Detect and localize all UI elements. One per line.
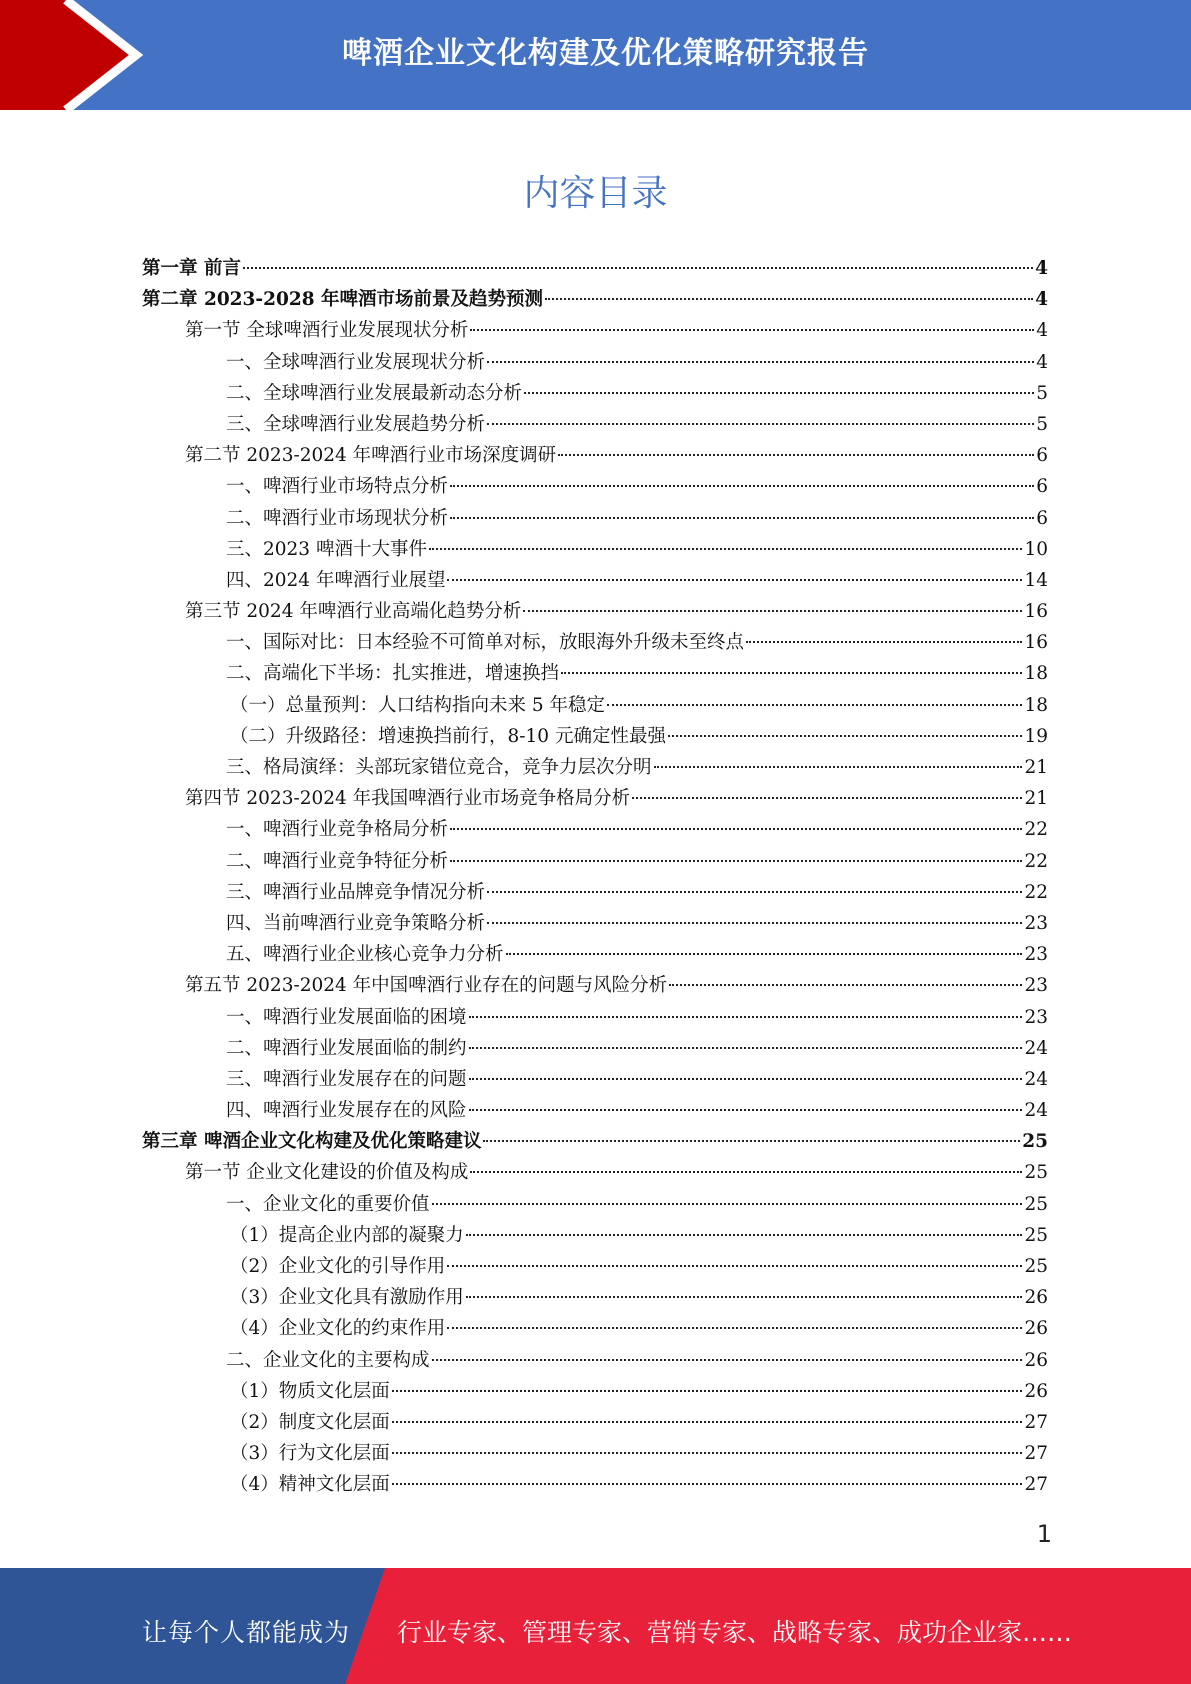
toc-entry[interactable] — [142, 1189, 1048, 1220]
toc-dot-leader — [466, 1234, 1023, 1236]
toc-entry[interactable] — [142, 1157, 1048, 1188]
toc-entry[interactable] — [142, 1033, 1048, 1064]
toc-entry-title: （4）企业文化的约束作用 — [230, 1318, 446, 1340]
toc-entry-page: 6 — [1036, 507, 1048, 529]
toc-entry-title: 一、企业文化的重要价值 — [226, 1193, 430, 1215]
toc-entry-page: 25 — [1024, 1224, 1048, 1246]
toc-dot-leader — [545, 298, 1033, 300]
toc-entry-title: （2）企业文化的引导作用 — [230, 1256, 446, 1277]
toc-entry-page: 25 — [1024, 1256, 1048, 1277]
header-title: 啤酒企业文化构建及优化策略研究报告 — [342, 36, 869, 71]
toc-entry-page: 4 — [1035, 289, 1048, 311]
toc-entry-title: 一、啤酒行业竞争格局分析 — [226, 819, 449, 841]
page-number: 1 — [1036, 1520, 1052, 1548]
toc-entry-page: 26 — [1024, 1287, 1048, 1309]
toc-entry[interactable] — [142, 596, 1048, 627]
toc-entry-page: 25 — [1024, 1162, 1048, 1184]
toc-entry-title: 第一章 前言 — [142, 258, 241, 279]
toc-dot-leader — [632, 797, 1022, 799]
toc-dot-leader — [450, 828, 1022, 830]
toc-entry-page: 26 — [1024, 1318, 1048, 1340]
toc-entry[interactable] — [142, 565, 1048, 596]
toc-entry-page: 18 — [1024, 694, 1048, 716]
toc-dot-leader — [447, 579, 1022, 581]
toc-dot-leader — [669, 984, 1022, 986]
toc-entry[interactable] — [142, 939, 1048, 970]
toc-entry[interactable] — [142, 970, 1048, 1001]
toc-entry[interactable] — [142, 877, 1048, 908]
toc-entry-page: 23 — [1024, 1006, 1048, 1028]
toc-entry-title: 第三节 2024 年啤酒行业高端化趋势分析 — [185, 601, 522, 623]
toc-entry-title: 一、啤酒行业发展面临的困境 — [226, 1006, 467, 1028]
toc-entry-page: 16 — [1024, 601, 1048, 623]
toc-entry-page: 24 — [1024, 1100, 1048, 1122]
toc-entry[interactable] — [142, 1376, 1048, 1407]
footer-slogan-left: 让每个人都能成为 — [142, 1618, 351, 1647]
toc-entry-page: 5 — [1036, 413, 1048, 435]
toc-entry[interactable] — [142, 1126, 1048, 1157]
toc-dot-leader — [392, 1421, 1023, 1423]
toc-dot-leader — [654, 766, 1023, 768]
toc-title: 内容目录 — [523, 173, 668, 214]
toc-dot-leader — [524, 392, 1034, 394]
toc-entry-page: 22 — [1024, 881, 1048, 903]
toc-entry[interactable] — [142, 1002, 1048, 1033]
toc-entry[interactable] — [142, 378, 1048, 409]
toc-entry[interactable] — [142, 1313, 1048, 1344]
toc-entry-title: 二、全球啤酒行业发展最新动态分析 — [226, 382, 523, 404]
toc-entry-page: 23 — [1024, 944, 1048, 966]
toc-entry[interactable] — [142, 1251, 1048, 1282]
toc-entry-title: 二、啤酒行业市场现状分析 — [226, 507, 449, 529]
toc-entry-page: 21 — [1024, 788, 1048, 810]
toc-dot-leader — [487, 891, 1022, 893]
toc-dot-leader — [483, 1140, 1020, 1142]
toc-entry[interactable] — [142, 1095, 1048, 1126]
toc-entry[interactable] — [142, 315, 1048, 346]
toc-entry[interactable] — [142, 814, 1048, 845]
toc-entry-page: 25 — [1024, 1193, 1048, 1215]
toc-entry[interactable] — [142, 253, 1048, 284]
toc-entry[interactable] — [142, 409, 1048, 440]
footer-slogan-right: 行业专家、管理专家、营销专家、战略专家、成功企业家…… — [397, 1618, 1073, 1647]
toc-entry[interactable] — [142, 534, 1048, 565]
toc-entry-title: （4）精神文化层面 — [230, 1474, 390, 1496]
toc-dot-leader — [429, 548, 1022, 550]
toc-entry[interactable] — [142, 347, 1048, 378]
toc-entry-title: （1）物质文化层面 — [230, 1380, 390, 1402]
toc-dot-leader — [432, 1203, 1023, 1205]
toc-entry-page: 22 — [1024, 850, 1048, 872]
toc-entry[interactable] — [142, 440, 1048, 471]
footer-banner — [0, 1568, 1191, 1684]
toc-dot-leader — [450, 517, 1034, 519]
toc-entry-title: 第一节 全球啤酒行业发展现状分析 — [185, 320, 469, 342]
table-of-contents — [142, 253, 1048, 1501]
toc-dot-leader — [523, 610, 1022, 612]
toc-dot-leader — [470, 1171, 1022, 1173]
toc-entry-title: （2）制度文化层面 — [230, 1411, 390, 1433]
toc-entry[interactable] — [142, 1438, 1048, 1469]
toc-entry-page: 16 — [1024, 632, 1048, 654]
toc-entry[interactable] — [142, 690, 1048, 721]
toc-entry-title: 第四节 2023-2024 年我国啤酒行业市场竞争格局分析 — [185, 788, 631, 810]
toc-entry-page: 4 — [1036, 351, 1048, 373]
toc-entry[interactable] — [142, 658, 1048, 689]
toc-entry-title: 第一节 企业文化建设的价值及构成 — [185, 1162, 469, 1184]
toc-entry-title: 第三章 啤酒企业文化构建及优化策略建议 — [142, 1131, 482, 1153]
toc-entry-page: 24 — [1024, 1037, 1048, 1059]
toc-entry[interactable] — [142, 1407, 1048, 1438]
header-banner — [0, 0, 1191, 110]
toc-entry[interactable] — [142, 1064, 1048, 1095]
toc-entry-title: 三、2023 啤酒十大事件 — [226, 538, 427, 560]
toc-entry-title: 一、国际对比：日本经验不可简单对标，放眼海外升级未至终点 — [226, 632, 745, 654]
toc-entry-page: 23 — [1024, 975, 1048, 997]
toc-entry-title: 四、啤酒行业发展存在的风险 — [226, 1100, 467, 1122]
toc-entry[interactable] — [142, 721, 1048, 752]
toc-entry-title: 四、当前啤酒行业竞争策略分析 — [226, 912, 486, 934]
toc-entry-page: 18 — [1024, 663, 1048, 685]
toc-entry-page: 6 — [1036, 445, 1048, 467]
toc-entry-title: 三、啤酒行业品牌竞争情况分析 — [226, 881, 486, 903]
toc-dot-leader — [469, 1109, 1023, 1111]
toc-entry-title: 一、啤酒行业市场特点分析 — [226, 476, 449, 498]
toc-entry[interactable] — [142, 908, 1048, 939]
toc-entry[interactable] — [142, 846, 1048, 877]
toc-entry-title: 三、啤酒行业发展存在的问题 — [226, 1068, 467, 1090]
toc-entry-title: （3）行为文化层面 — [230, 1443, 390, 1465]
toc-entry-title: 五、啤酒行业企业核心竞争力分析 — [226, 944, 504, 966]
toc-entry[interactable] — [142, 1220, 1048, 1251]
toc-dot-leader — [243, 267, 1033, 269]
toc-entry-title: （1）提高企业内部的凝聚力 — [230, 1224, 464, 1246]
toc-dot-leader — [392, 1483, 1023, 1485]
toc-entry-page: 25 — [1022, 1131, 1048, 1153]
toc-dot-leader — [487, 922, 1022, 924]
toc-dot-leader — [561, 672, 1022, 674]
toc-dot-leader — [469, 1047, 1023, 1049]
toc-entry-page: 23 — [1024, 912, 1048, 934]
toc-entry-page: 4 — [1035, 258, 1048, 279]
toc-dot-leader — [607, 704, 1022, 706]
toc-entry-page: 22 — [1024, 819, 1048, 841]
toc-entry-title: 第五节 2023-2024 年中国啤酒行业存在的问题与风险分析 — [185, 975, 668, 997]
toc-dot-leader — [506, 953, 1023, 955]
toc-entry-title: 一、全球啤酒行业发展现状分析 — [226, 351, 486, 373]
toc-dot-leader — [487, 361, 1034, 363]
toc-dot-leader — [450, 485, 1034, 487]
toc-entry[interactable] — [142, 1469, 1048, 1500]
toc-entry-page: 6 — [1036, 476, 1048, 498]
toc-dot-leader — [746, 641, 1022, 643]
toc-entry[interactable] — [142, 752, 1048, 783]
toc-entry[interactable] — [142, 1282, 1048, 1313]
toc-entry-title: （3）企业文化具有激励作用 — [230, 1287, 464, 1309]
toc-entry-title: （二）升级路径：增速换挡前行，8-10 元确定性最强 — [230, 725, 666, 747]
toc-entry-title: 第二章 2023-2028 年啤酒市场前景及趋势预测 — [142, 289, 544, 311]
toc-entry-page: 19 — [1024, 725, 1048, 747]
toc-entry-page: 27 — [1024, 1443, 1048, 1465]
toc-dot-leader — [432, 1359, 1023, 1361]
toc-entry-title: 三、格局演绎：头部玩家错位竞合，竞争力层次分明 — [226, 757, 652, 778]
toc-entry-page: 10 — [1024, 538, 1048, 560]
toc-entry-page: 4 — [1036, 320, 1048, 342]
toc-entry-page: 24 — [1024, 1068, 1048, 1090]
toc-entry[interactable] — [142, 783, 1048, 814]
toc-entry[interactable] — [142, 627, 1048, 658]
toc-entry-page: 5 — [1036, 382, 1048, 404]
toc-entry-page: 26 — [1024, 1349, 1048, 1371]
toc-entry-page: 14 — [1024, 569, 1048, 591]
toc-dot-leader — [558, 454, 1034, 456]
toc-entry-title: 四、2024 年啤酒行业展望 — [226, 569, 446, 591]
toc-entry-title: （一）总量预判：人口结构指向未来 5 年稳定 — [230, 694, 606, 716]
toc-entry-title: 二、啤酒行业竞争特征分析 — [226, 850, 449, 872]
toc-dot-leader — [392, 1452, 1023, 1454]
toc-entry-title: 第二节 2023-2024 年啤酒行业市场深度调研 — [185, 445, 557, 467]
toc-dot-leader — [470, 329, 1034, 331]
toc-dot-leader — [487, 423, 1034, 425]
toc-entry-page: 26 — [1024, 1380, 1048, 1402]
toc-entry-title: 二、啤酒行业发展面临的制约 — [226, 1037, 467, 1059]
toc-dot-leader — [668, 735, 1023, 737]
toc-entry[interactable] — [142, 284, 1048, 315]
toc-dot-leader — [450, 860, 1022, 862]
toc-entry-title: 三、全球啤酒行业发展趋势分析 — [226, 413, 486, 435]
toc-entry[interactable] — [142, 1345, 1048, 1376]
toc-dot-leader — [469, 1016, 1023, 1018]
toc-entry[interactable] — [142, 471, 1048, 502]
toc-dot-leader — [392, 1390, 1023, 1392]
toc-entry-page: 21 — [1024, 757, 1048, 778]
toc-dot-leader — [447, 1327, 1022, 1329]
toc-entry-page: 27 — [1024, 1411, 1048, 1433]
toc-entry-page: 27 — [1024, 1474, 1048, 1496]
toc-dot-leader — [466, 1296, 1023, 1298]
toc-dot-leader — [469, 1078, 1023, 1080]
toc-entry-title: 二、企业文化的主要构成 — [226, 1349, 430, 1371]
toc-entry-title: 二、高端化下半场：扎实推进，增速换挡 — [226, 663, 560, 685]
toc-entry[interactable] — [142, 503, 1048, 534]
toc-dot-leader — [447, 1265, 1022, 1267]
